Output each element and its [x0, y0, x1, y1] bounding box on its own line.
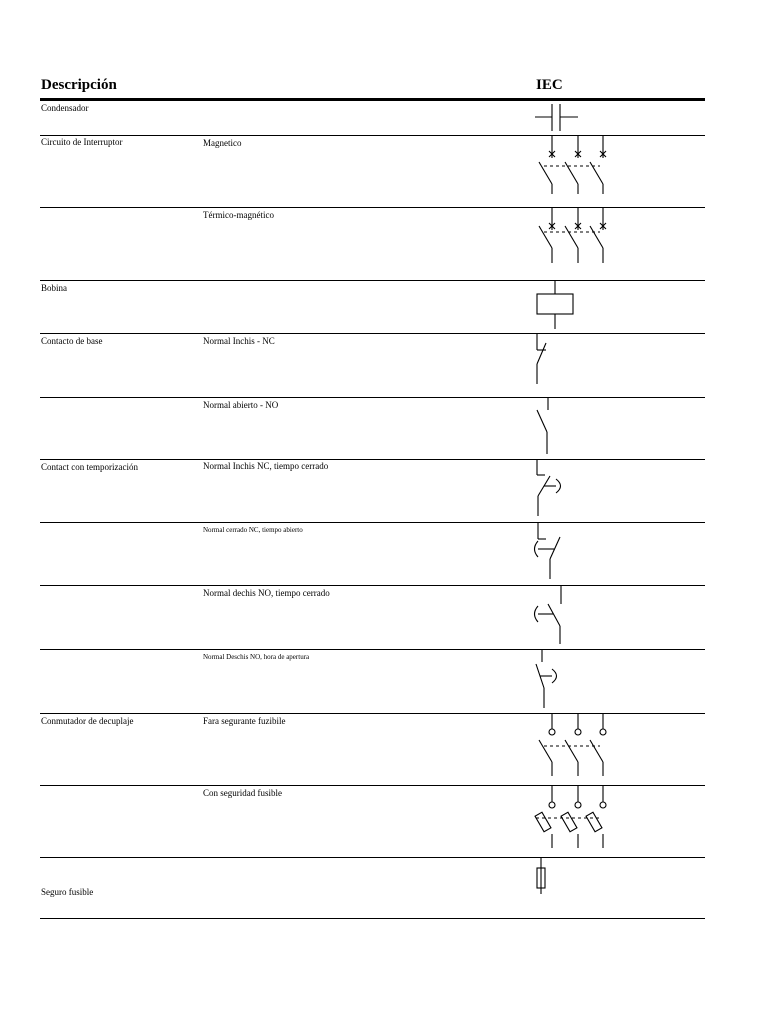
no-delayed-closing-symbol-icon	[530, 586, 590, 648]
nc-contact-symbol-icon	[530, 334, 590, 394]
row-divider	[40, 857, 705, 858]
header-iec: IEC	[536, 77, 563, 93]
fuse-disconnector-symbol-icon	[530, 786, 630, 856]
row-subtype-label: Normal Inchis NC, tiempo cerrado	[203, 461, 329, 471]
disconnector-symbol-icon	[530, 714, 620, 784]
fuse-symbol-icon	[530, 858, 570, 916]
row-subtype-label: Con seguridad fusible	[203, 788, 282, 798]
row-category-label: Conmutador de decuplaje	[41, 716, 134, 726]
row-divider	[40, 649, 705, 650]
row-subtype-label: Magnetico	[203, 138, 242, 148]
header-rule	[40, 98, 705, 101]
magnetic-breaker-symbol-icon	[530, 136, 620, 206]
row-subtype-label: Fara segurante fuzibile	[203, 716, 286, 726]
row-category-label: Circuito de Interruptor	[41, 137, 123, 147]
row-subtype-label: Normal abierto - NO	[203, 400, 279, 410]
row-subtype-label: Normal dechis NO, tiempo cerrado	[203, 588, 330, 598]
coil-symbol-icon	[530, 281, 590, 333]
row-subtype-label: Normal Deschis NO, hora de apertura	[203, 653, 310, 661]
row-divider	[40, 459, 705, 460]
row-category-label: Seguro fusible	[41, 887, 94, 897]
row-divider	[40, 397, 705, 398]
header-description: Descripción	[41, 77, 117, 93]
row-category-label: Contacto de base	[41, 336, 103, 346]
row-subtype-label: Normal Inchis - NC	[203, 336, 275, 346]
no-contact-symbol-icon	[530, 398, 590, 458]
row-subtype-label: Normal cerrado NC, tiempo abierto	[203, 526, 303, 534]
row-category-label: Condensador	[41, 103, 89, 113]
row-divider	[40, 333, 705, 334]
nc-delayed-closing-symbol-icon	[530, 460, 590, 520]
row-divider	[40, 522, 705, 523]
row-divider	[40, 280, 705, 281]
no-delayed-opening-symbol-icon	[530, 650, 590, 712]
thermal-magnetic-breaker-symbol-icon	[530, 208, 620, 278]
row-subtype-label: Térmico-magnético	[203, 210, 274, 220]
row-divider	[40, 585, 705, 586]
row-divider	[40, 918, 705, 919]
capacitor-symbol-icon	[530, 100, 586, 135]
row-category-label: Bobina	[41, 283, 67, 293]
row-category-label: Contact con temporización	[41, 462, 138, 472]
nc-delayed-opening-symbol-icon	[530, 523, 590, 583]
